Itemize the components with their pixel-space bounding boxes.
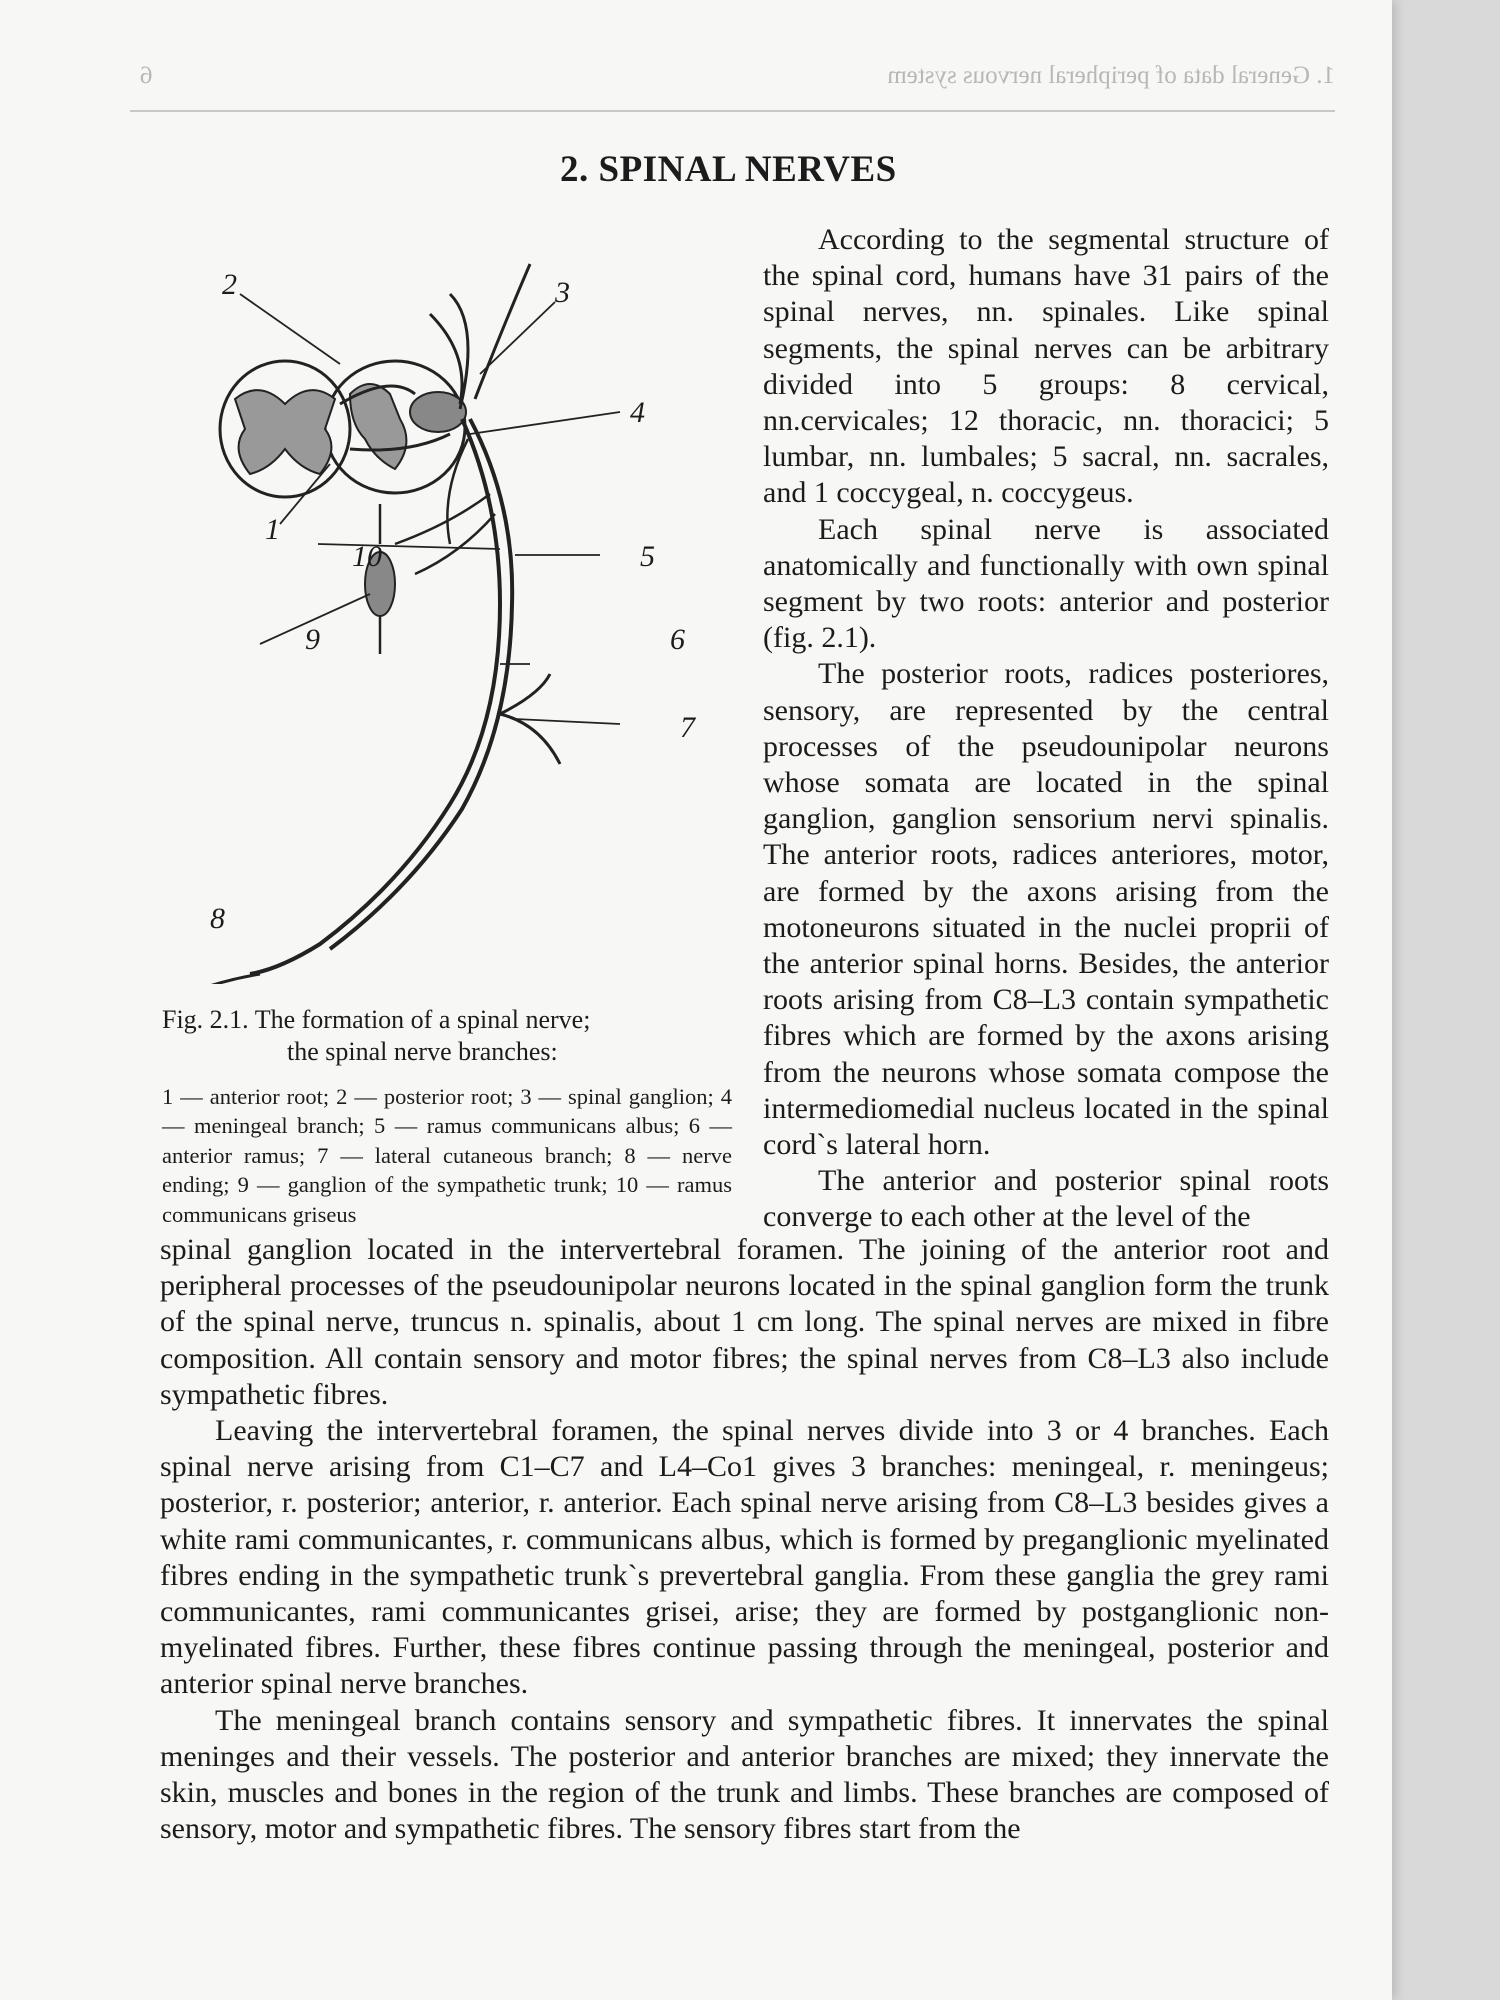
caption-title-line1: Fig. 2.1. The formation of a spinal nerve;: [162, 1005, 591, 1034]
section-title: 2. SPINAL NERVES: [560, 149, 897, 190]
paragraph-meningeal-branch: The meningeal branch contains sensory and sympathetic fibres. It innervates the spinal meninges and their vessels. The posterior and anterior branches are mixed; they innervate the skin, muscles and bones in the region of the trunk and limbs. These branches are composed of sensory, motor and sympathetic fibres. The sensory fibres start from the: [160, 1703, 1329, 1846]
paragraph-segmental-structure: According to the segmental structure of the spinal cord, humans have 31 pairs of the spinal nerves, nn. spinales. Like spinal segments, the spinal nerves can be arbitrary divided into 5 groups: 8 cervical, nn.cervicales; 12 thoracic, nn. thoracici; 5 lumbar, nn. lumbales; 5 sacral, nn. sacrales, and 1 coccygeal, n. coccygeus.: [763, 223, 1329, 510]
figure-label-5: 5: [640, 540, 655, 573]
spinal-nerve-figure: [200, 244, 730, 984]
grey-matter-right: [350, 384, 406, 469]
spinal-nerve-diagram: [200, 244, 730, 984]
figure-label-6: 6: [670, 623, 685, 656]
figure-label-9: 9: [305, 623, 320, 656]
figure-label-4: 4: [630, 396, 645, 429]
figure-caption-title: [162, 1004, 732, 1068]
paragraph-spinal-nerve-trunk: spinal ganglion located in the intervertebral foramen. The joining of the anterior root and peripheral processes of the pseudounipolar neurons located in the spinal ganglion form the trunk of the spinal nerve, truncus n. spinalis, about 1 cm long. The spinal nerves are mixed in fibre composition. All contain sensory and motor fibres; the spinal nerves from C8–L3 also include sympathetic fibres.: [160, 1233, 1329, 1411]
right-column-text: [763, 222, 1329, 1236]
figure-caption-legend: 1 — anterior root; 2 — posterior root; 3 — spinal ganglion; 4 — meningeal branch; 5 — ramus communicans albus; 6 — anterior ramus; 7 — lateral cutaneous branch; 8 — nerve ending; 9 — ganglion of the sympathetic trunk; 10 — ramus communicans griseus: [162, 1084, 732, 1227]
figure-label-3: 3: [555, 276, 570, 309]
spinal-ganglion: [410, 392, 466, 432]
paragraph-branches: Leaving the intervertebral foramen, the spinal nerves divide into 3 or 4 branches. Each spinal nerve arising from C1–C7 and L4–Co1 gives 3 branches: meningeal, r. meningeus; posterior, r. posterior; anterior, r. anterior. Each spinal nerve arising from C8–L3 besides gives a white rami communicantes, r. communicans albus, which is formed by preganglionic myelinated fibres ending in the sympathetic trunk`s prevertebral ganglia. From these ganglia the grey rami communicantes, rami communicantes grisei, arise; they are formed by postganglionic non-myelinated fibres. Further, these fibres continue passing through the meningeal, posterior and anterior spinal nerve branches.: [160, 1414, 1329, 1701]
caption-title-line2: the spinal nerve branches:: [287, 1037, 558, 1066]
grey-matter-left: [235, 390, 335, 474]
grey-matter: [235, 384, 406, 474]
header-rule: [130, 110, 1335, 112]
paragraph-two-roots: Each spinal nerve is associated anatomically and functionally with own spinal segment by two roots: anterior and posterior (fig. 2.1).: [763, 512, 1329, 655]
paragraph-posterior-anterior-roots: The posterior roots, radices posteriores, sensory, are represented by the central processes of the pseudounipolar neurons whose somata are located in the spinal ganglion, ganglion sensorium nervi spinalis. The anterior roots, radices anteriores, motor, are formed by the axons arising from the motoneurons situated in the nuclei proprii of the anterior spinal horns. Besides, the anterior roots arising from C8–L3 contain sympathetic fibres which are formed by the axons arising from the neurons whose somata compose the intermediomedial nucleus located in the spinal cord`s lateral horn.: [763, 657, 1329, 1162]
running-header-chapter: 1. General data of peripheral nervous system: [887, 62, 1335, 89]
paragraph-roots-converge: The anterior and posterior spinal roots converge to each other at the level of the: [763, 1164, 1329, 1234]
anterior-ramus: [250, 419, 512, 974]
leader-lines: [240, 294, 620, 724]
bleed-through-header: [140, 62, 1335, 90]
nerve-ending: [200, 974, 260, 984]
rami-communicantes: [395, 494, 495, 574]
figure-label-10: 10: [352, 540, 382, 573]
running-header-page-number: 6: [140, 62, 153, 89]
figure-label-2: 2: [222, 268, 237, 301]
posterior-ramus: [430, 264, 530, 409]
full-width-text: [160, 1232, 1329, 1847]
figure-label-7: 7: [680, 711, 695, 744]
figure-label-1: 1: [265, 513, 280, 546]
figure-label-8: 8: [210, 902, 225, 935]
